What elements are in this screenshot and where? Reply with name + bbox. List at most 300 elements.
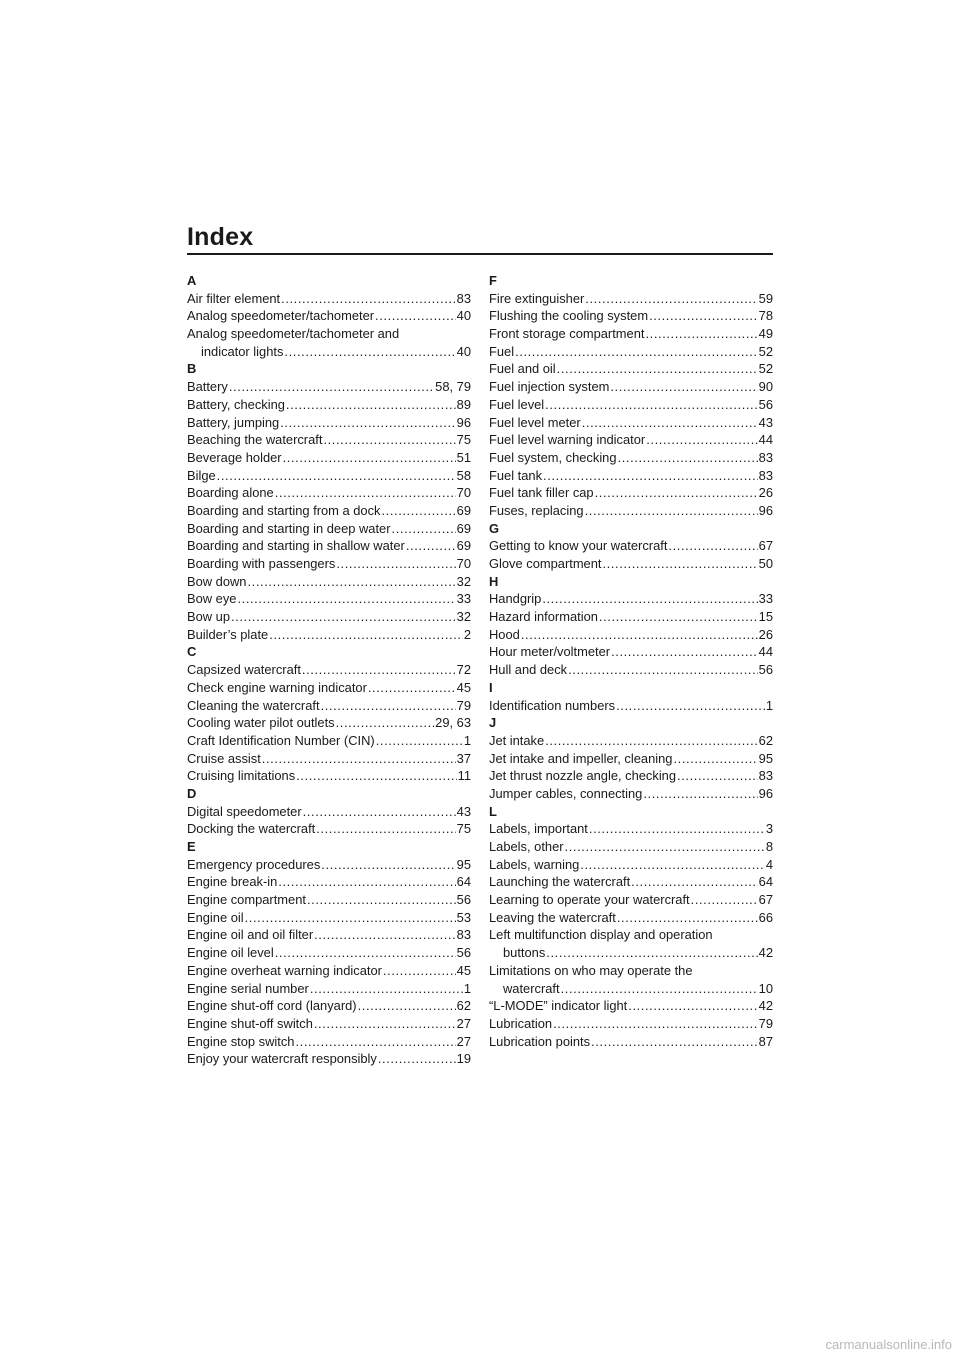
index-entry-label: Jet intake and impeller, cleaning (489, 750, 673, 766)
index-entry (489, 909, 773, 927)
index-entry-label: Fuel level meter (489, 414, 581, 430)
index-entry (489, 661, 773, 679)
dot-leader (381, 502, 455, 520)
index-entry (489, 838, 773, 856)
index-entry-pages: 32 (456, 609, 471, 625)
index-entry-pages: 69 (456, 520, 471, 536)
dot-leader (521, 626, 758, 644)
dot-leader (231, 608, 456, 626)
index-entry-pages: 52 (758, 343, 773, 359)
dot-leader (543, 467, 758, 485)
dot-leader (321, 697, 456, 715)
index-entry-pages: 70 (456, 556, 471, 571)
index-letter-heading: I (489, 679, 493, 695)
index-entry-pages: 87 (758, 1033, 773, 1049)
index-entry-label-line1: Limitations on who may operate the (489, 962, 693, 978)
index-entry-pages: 1 (765, 697, 773, 713)
index-entry (187, 856, 471, 874)
dot-leader (286, 396, 456, 414)
index-entry-pages: 69 (456, 502, 471, 518)
dot-leader (295, 1033, 455, 1051)
index-entry-pages: 33 (758, 591, 773, 607)
index-entry-label: Engine break-in (187, 874, 278, 890)
index-entry-label: Boarding with passengers (187, 556, 336, 571)
index-entry-label: Leaving the watercraft (489, 909, 616, 925)
index-entry-pages: 8 (765, 839, 773, 854)
index-entry-pages: 64 (758, 874, 773, 890)
index-entry-pages: 44 (758, 644, 773, 660)
index-entry-pages: 56 (456, 892, 471, 908)
dot-leader (392, 520, 456, 538)
dot-leader (628, 997, 757, 1015)
index-entry (187, 555, 471, 573)
index-entry (187, 767, 471, 785)
index-entry (489, 1033, 773, 1051)
dot-leader (278, 873, 455, 891)
index-entry (187, 484, 471, 502)
index-entry-pages: 96 (758, 502, 773, 518)
dot-leader (646, 431, 757, 449)
dot-leader (323, 431, 455, 449)
index-entry (187, 290, 471, 308)
dot-leader (602, 555, 757, 573)
index-entry-label: Fuel injection system (489, 379, 610, 395)
dot-leader (591, 1033, 758, 1051)
index-entry (187, 750, 471, 768)
dot-leader (283, 449, 456, 467)
index-entry-label: Builder’s plate (187, 626, 269, 642)
index-entry-label: Engine oil (187, 909, 244, 925)
index-entry-label: Engine oil level (187, 945, 274, 961)
index-entry-label: Battery, checking (187, 396, 285, 412)
index-entry-label: Glove compartment (489, 556, 602, 571)
index-entry-label: Battery, jumping (187, 414, 280, 430)
index-entry-pages: 83 (456, 290, 471, 306)
index-entry (489, 785, 773, 803)
dot-leader (610, 378, 757, 396)
index-entry-label: Labels, important (489, 821, 588, 837)
index-letter-heading: A (187, 273, 197, 288)
index-entry-label: Flushing the cooling system (489, 308, 649, 324)
title-rule (187, 253, 773, 255)
dot-leader (589, 820, 765, 838)
index-entry-label: Jet thrust nozzle angle, checking (489, 768, 677, 784)
index-entry-label: Fuel (489, 343, 515, 359)
index-entry (489, 926, 773, 961)
dot-leader (275, 484, 456, 502)
index-entry (489, 307, 773, 325)
index-entry (489, 626, 773, 644)
index-entry (187, 679, 471, 697)
dot-leader (406, 537, 456, 555)
index-entry (489, 467, 773, 485)
index-entry-label: Bow up (187, 609, 230, 625)
index-entry (187, 431, 471, 449)
index-entry-pages: 40 (456, 308, 471, 324)
index-entry (187, 891, 471, 909)
dot-leader (281, 290, 456, 308)
index-letter-heading: L (489, 803, 497, 819)
index-entry-label: Launching the watercraft (489, 874, 631, 890)
index-entry (489, 431, 773, 449)
index-entry (489, 325, 773, 343)
dot-leader (275, 944, 456, 962)
index-entry (187, 661, 471, 679)
index-entry-label: Handgrip (489, 591, 542, 607)
index-entry (187, 573, 471, 591)
index-entry-pages: 58 (456, 467, 471, 483)
dot-leader (262, 750, 456, 768)
dot-leader (668, 537, 757, 555)
index-entry-pages: 27 (456, 1015, 471, 1031)
index-entry (187, 1050, 471, 1068)
index-entry (489, 378, 773, 396)
index-entry-label: Bilge (187, 467, 216, 483)
index-entry (489, 873, 773, 891)
dot-leader (585, 502, 758, 520)
dot-leader (645, 325, 757, 343)
index-entry (489, 962, 773, 997)
index-entry-pages: 56 (758, 662, 773, 678)
index-entry (489, 484, 773, 502)
index-entry-label: Craft Identification Number (CIN) (187, 732, 375, 748)
dot-leader (316, 820, 455, 838)
dot-leader (542, 590, 757, 608)
index-entry-pages: 49 (758, 326, 773, 342)
index-entry-label: Fuel level (489, 396, 545, 412)
dot-leader (616, 697, 765, 715)
index-entry-pages: 3 (765, 821, 773, 837)
dot-leader (376, 732, 463, 750)
dot-leader (321, 856, 455, 874)
index-entry (187, 997, 471, 1015)
index-entry-pages: 2 (463, 626, 471, 642)
index-entry-pages: 95 (456, 856, 471, 872)
index-entry (187, 590, 471, 608)
index-entry-label: Engine shut-off switch (187, 1015, 313, 1031)
dot-leader (284, 343, 455, 361)
dot-leader (545, 732, 757, 750)
index-entry (489, 449, 773, 467)
index-entry (187, 873, 471, 891)
index-entry-pages: 72 (456, 662, 471, 678)
index-entry-pages: 62 (758, 732, 773, 748)
dot-leader (314, 1015, 456, 1033)
index-entry-pages: 45 (456, 679, 471, 695)
index-entry-label: Lubrication (489, 1015, 553, 1031)
index-entry (187, 502, 471, 520)
index-entry-label: indicator lights (201, 343, 284, 359)
index-entry-pages: 83 (456, 927, 471, 943)
dot-leader (310, 980, 463, 998)
index-entry-pages: 45 (456, 962, 471, 978)
index-entry-label: Digital speedometer (187, 803, 302, 819)
index-entry (187, 378, 471, 396)
index-entry (489, 360, 773, 378)
index-entry-pages: 67 (758, 538, 773, 554)
index-entry-pages: 52 (758, 361, 773, 377)
index-entry-label-line1: Analog speedometer/tachometer and (187, 326, 400, 342)
dot-leader (595, 484, 758, 502)
index-entry (187, 944, 471, 962)
index-letter-heading: H (489, 573, 499, 589)
index-entry-label: Emergency procedures (187, 856, 321, 872)
index-entry (187, 926, 471, 944)
index-entry-pages: 42 (758, 945, 773, 961)
index-entry (187, 1015, 471, 1033)
index-entry-label: Beaching the watercraft (187, 432, 323, 448)
index-entry-label: Getting to know your watercraft (489, 538, 668, 554)
index-letter-heading: D (187, 785, 197, 801)
index-entry-label: Engine overheat warning indicator (187, 962, 382, 978)
index-entry (489, 396, 773, 414)
index-entry-label: Fuel system, checking (489, 449, 617, 465)
index-entry-pages: 10 (758, 980, 773, 996)
index-entry-pages: 1 (463, 980, 471, 996)
index-entry-pages: 62 (456, 998, 471, 1014)
dot-leader (515, 343, 758, 361)
index-entry-label: Docking the watercraft (187, 821, 316, 837)
index-entry (489, 290, 773, 308)
index-entry (489, 643, 773, 661)
index-entry (187, 537, 471, 555)
index-entry (489, 590, 773, 608)
index-letter-heading: C (187, 644, 197, 660)
index-entry-label: Labels, other (489, 839, 564, 854)
index-entry-label: Beverage holder (187, 449, 282, 465)
dot-leader (649, 307, 758, 325)
dot-leader (336, 555, 455, 573)
dot-leader (643, 785, 757, 803)
index-entry-label: Bow down (187, 573, 247, 589)
index-entry (489, 856, 773, 874)
index-entry (187, 467, 471, 485)
index-column-left (187, 272, 471, 1068)
index-entry (187, 803, 471, 821)
index-entry-label: Boarding and starting in shallow water (187, 538, 405, 554)
index-entry-pages: 69 (456, 538, 471, 554)
index-entry-label: Fuses, replacing (489, 502, 584, 518)
index-entry (489, 697, 773, 715)
index-entry (489, 767, 773, 785)
dot-leader (247, 573, 455, 591)
index-entry-label: Fuel and oil (489, 361, 556, 377)
dot-leader (245, 909, 456, 927)
index-entry (187, 608, 471, 626)
index-entry (187, 449, 471, 467)
index-entry-label: Engine shut-off cord (lanyard) (187, 998, 357, 1014)
dot-leader (375, 307, 456, 325)
index-entry-pages: 44 (758, 432, 773, 448)
dot-leader (237, 590, 455, 608)
index-entry-pages: 53 (456, 909, 471, 925)
index-entry-label: Capsized watercraft (187, 662, 301, 678)
index-entry-pages: 1 (463, 732, 471, 748)
index-entry-label: Hour meter/voltmeter (489, 644, 611, 660)
index-entry-label: Boarding and starting in deep water (187, 520, 391, 536)
index-entry (489, 750, 773, 768)
index-entry-label: Fuel level warning indicator (489, 432, 646, 448)
index-entry-label: Jet intake (489, 732, 545, 748)
index-entry-label: Learning to operate your watercraft (489, 892, 690, 908)
index-entry-pages: 43 (456, 803, 471, 819)
index-entry-pages: 78 (758, 308, 773, 324)
index-entry-label: Front storage compartment (489, 326, 645, 342)
index-entry (489, 502, 773, 520)
dot-leader (582, 414, 758, 432)
index-entry-pages: 66 (758, 909, 773, 925)
index-entry-pages: 75 (456, 821, 471, 837)
index-entry-pages: 58, 79 (435, 379, 471, 395)
index-entry-pages: 59 (758, 290, 773, 306)
dot-leader (336, 714, 435, 732)
dot-leader (611, 643, 758, 661)
index-entry-label: Cruising limitations (187, 768, 296, 784)
index-entry-label: Cleaning the watercraft (187, 697, 320, 713)
dot-leader (303, 803, 456, 821)
index-entry-pages: 26 (758, 485, 773, 501)
dot-leader (673, 750, 757, 768)
index-entry (187, 714, 471, 732)
index-column-right (489, 272, 773, 1050)
index-entry-pages: 83 (758, 467, 773, 483)
index-entry-pages: 15 (758, 609, 773, 625)
index-entry (489, 343, 773, 361)
dot-leader (314, 926, 456, 944)
dot-leader (553, 1015, 758, 1033)
dot-leader (599, 608, 758, 626)
dot-leader (561, 980, 758, 998)
dot-leader (585, 290, 757, 308)
index-entry-label: Cooling water pilot outlets (187, 715, 335, 731)
index-entry-pages: 32 (456, 573, 471, 589)
index-entry-pages: 90 (758, 379, 773, 395)
index-entry-pages: 33 (456, 591, 471, 607)
index-entry (187, 626, 471, 644)
dot-leader (617, 909, 758, 927)
dot-leader (557, 360, 758, 378)
index-entry-pages: 51 (456, 449, 471, 465)
index-entry-label: Fuel tank filler cap (489, 485, 594, 501)
index-entry-label: Fire extinguisher (489, 290, 585, 306)
index-entry-label: watercraft (503, 980, 560, 996)
dot-leader (229, 378, 434, 396)
index-entry-label: Check engine warning indicator (187, 679, 367, 695)
index-entry-pages: 83 (758, 768, 773, 784)
index-entry-pages: 96 (456, 414, 471, 430)
index-entry (187, 325, 471, 360)
index-entry (187, 697, 471, 715)
index-entry-label: Battery (187, 379, 228, 395)
index-entry (489, 414, 773, 432)
index-entry-label: buttons (503, 945, 546, 961)
index-entry-pages: 26 (758, 626, 773, 642)
index-entry-label: Engine stop switch (187, 1033, 295, 1049)
dot-leader (302, 661, 456, 679)
index-entry-pages: 79 (456, 697, 471, 713)
index-entry (187, 1033, 471, 1051)
index-entry (187, 962, 471, 980)
index-letter-heading: J (489, 715, 497, 731)
index-entry (489, 997, 773, 1015)
index-entry (489, 891, 773, 909)
index-entry-label: Hood (489, 626, 520, 642)
index-entry-pages: 29, 63 (435, 715, 471, 731)
page-title: Index (187, 223, 254, 251)
index-entry-pages: 19 (456, 1051, 471, 1067)
index-entry (489, 732, 773, 750)
dot-leader (546, 944, 757, 962)
index-letter-heading: G (489, 520, 500, 536)
index-entry (187, 732, 471, 750)
dot-leader (545, 396, 757, 414)
index-entry-pages: 64 (456, 874, 471, 890)
dot-leader (217, 467, 456, 485)
index-entry (187, 980, 471, 998)
index-entry-pages: 95 (758, 750, 773, 766)
index-entry-pages: 83 (758, 449, 773, 465)
index-entry-pages: 40 (456, 343, 471, 359)
index-entry (489, 820, 773, 838)
index-letter-heading: B (187, 361, 197, 377)
dot-leader (368, 679, 456, 697)
dot-leader (677, 767, 758, 785)
index-entry-label: Labels, warning (489, 856, 580, 872)
index-entry-label: Boarding alone (187, 485, 274, 501)
dot-leader (269, 626, 463, 644)
dot-leader (358, 997, 456, 1015)
index-entry-pages: 67 (758, 892, 773, 908)
dot-leader (568, 661, 758, 679)
dot-leader (378, 1050, 456, 1068)
index-entry (187, 909, 471, 927)
dot-leader (691, 891, 758, 909)
index-entry (187, 307, 471, 325)
index-entry (187, 396, 471, 414)
dot-leader (631, 873, 757, 891)
index-entry-pages: 56 (758, 396, 773, 412)
index-letter-heading: F (489, 273, 497, 288)
index-entry-pages: 79 (758, 1015, 773, 1031)
index-entry-label: Lubrication points (489, 1033, 591, 1049)
index-entry-label: Hull and deck (489, 662, 568, 678)
index-entry (489, 555, 773, 573)
dot-leader (618, 449, 758, 467)
index-entry-label: Enjoy your watercraft responsibly (187, 1051, 377, 1067)
index-entry-pages: 96 (758, 785, 773, 801)
index-entry-pages: 43 (758, 414, 773, 430)
index-entry-pages: 75 (456, 432, 471, 448)
index-entry-label: Boarding and starting from a dock (187, 502, 381, 518)
index-entry-pages: 11 (457, 768, 471, 784)
index-entry-label: Fuel tank (489, 467, 543, 483)
index-entry-pages: 89 (456, 396, 471, 412)
index-entry-pages: 42 (758, 998, 773, 1014)
dot-leader (307, 891, 456, 909)
index-entry-label: Air filter element (187, 290, 281, 306)
dot-leader (383, 962, 456, 980)
dot-leader (565, 838, 765, 856)
index-entry (187, 520, 471, 538)
index-entry-pages: 70 (456, 485, 471, 501)
index-entry (187, 820, 471, 838)
index-entry-label: Engine compartment (187, 892, 306, 908)
index-entry-label-line1: Left multifunction display and operation (489, 927, 713, 943)
index-entry (489, 537, 773, 555)
index-entry-label: Bow eye (187, 591, 237, 607)
index-entry (187, 414, 471, 432)
index-entry (489, 1015, 773, 1033)
